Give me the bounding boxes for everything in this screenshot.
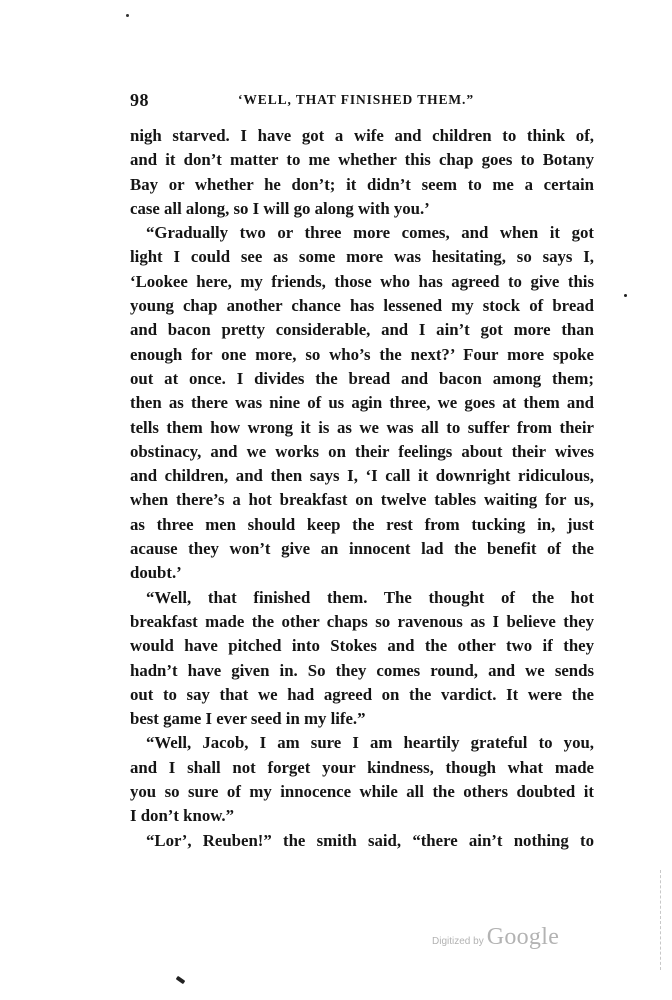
text-line: “Well, that finished them. The thought of the hot [146,587,594,607]
text-line: out to say that we had agreed on the vardict. It were the [130,684,594,704]
running-head: ‘WELL, THAT FINISHED THEM.” [238,92,474,107]
text-line: Bay or whether he don’t; it didn’t seem to me a certain [130,174,594,194]
text-line: hadn’t have given in. So they comes round, and we sends [130,660,594,680]
body-text [130,124,594,853]
text-line: young chap another chance has lessened my stock of bread [130,296,594,316]
text-line: tells them how wrong it is as we was all to suffer from their [130,417,594,437]
text-line: breakfast made the other chaps so ravenous as I believe they [130,611,594,631]
text-line: “Well, Jacob, I am sure I am heartily grateful to you, [146,733,594,753]
text-line: “Lor’, Reuben!” the smith said, “there ain’t nothing to [146,830,594,850]
text-line: and I shall not forget your kindness, though what made [130,757,594,777]
text-line: as three men should keep the rest from tucking in, just [130,514,594,534]
text-line: enough for one more, so who’s the next?’ Four more spoke [130,344,594,364]
text-line: would have pitched into Stokes and the other two if they [130,636,594,656]
page-header [130,88,596,112]
scan-speck [126,14,129,17]
google-logo: Google [486,924,560,950]
text-line: when there’s a hot breakfast on twelve tables waiting for us, [130,490,594,510]
text-line: “Gradually two or three more comes, and when it got [146,223,594,243]
text-line: you so sure of my innocence while all the others doubted it [130,782,594,802]
text-line: acause they won’t give an innocent lad the benefit of the [130,539,594,559]
text-line: nigh starved. I have got a wife and children to think of, [130,126,594,145]
page-edge [660,870,663,970]
text-line: out at once. I divides the bread and bacon among them; [130,368,594,388]
text-line: and children, and then says I, ‘I call it downright ridiculous, [130,466,594,486]
text-line: light I could see as some more was hesitating, so says I, [130,247,594,267]
text-line: ‘Lookee here, my friends, those who has agreed to give this [130,271,594,291]
text-line: then as there was nine of us agin three, we goes at them and [130,393,594,413]
text-line: best game I ever seed in my life.” [130,709,366,729]
margin-speck [624,294,627,297]
text-line: doubt.’ [130,563,182,583]
text-line: I don’t know.” [130,806,234,826]
text-line: and it don’t matter to me whether this chap goes to Botany [130,150,594,170]
text-line: and bacon pretty considerable, and I ain’t got more than [130,320,594,340]
scan-speck-bottom [176,976,186,984]
page-number: 98 [130,90,149,110]
text-line: case all along, so I will go along with you.’ [130,198,430,218]
text-line: obstinacy, and we works on their feelings about their wives [130,441,594,461]
digitized-watermark [432,924,559,951]
digitized-by-label: Digitized by [432,936,484,947]
